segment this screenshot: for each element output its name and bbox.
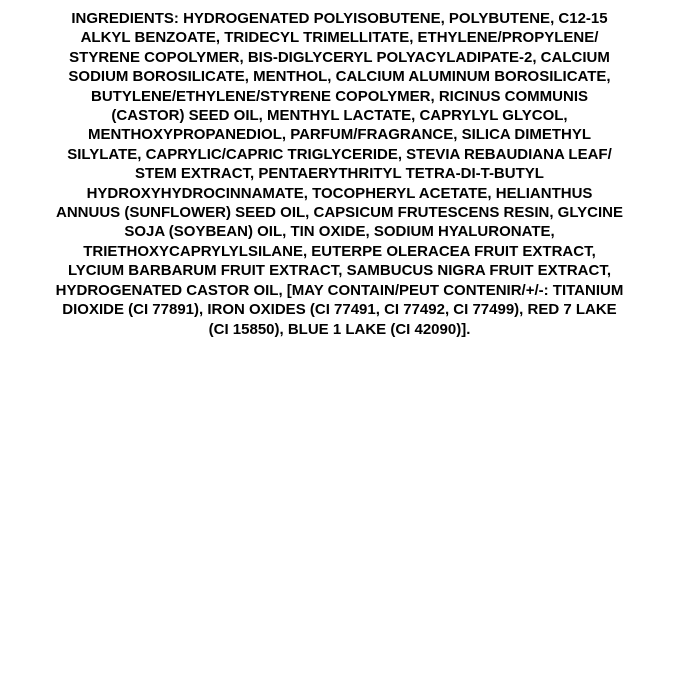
ingredients-line: LYCIUM BARBARUM FRUIT EXTRACT, SAMBUCUS NIGRA FRUIT EXTRACT, [67, 262, 612, 280]
ingredients-line: (CASTOR) SEED OIL, MENTHYL LACTATE, CAPRYLYL GLYCOL, [111, 107, 568, 125]
ingredients-line: TRIETHOXYCAPRYLYLSILANE, EUTERPE OLERACEA FRUIT EXTRACT, [83, 242, 596, 260]
ingredients-line: HYDROGENATED CASTOR OIL, [MAY CONTAIN/PEUT CONTENIR/+/-: TITANIUM [55, 281, 624, 299]
ingredients-line: BUTYLENE/ETHYLENE/STYRENE COPOLYMER, RICINUS COMMUNIS [91, 87, 588, 105]
ingredients-line: (CI 15850), BLUE 1 LAKE (CI 42090)]. [208, 320, 471, 338]
ingredients-line: DIOXIDE (CI 77891), IRON OXIDES (CI 77491, CI 77492, CI 77499), RED 7 LAKE [62, 301, 617, 319]
ingredients-line: HYDROXYHYDROCINNAMATE, TOCOPHERYL ACETATE, HELIANTHUS [86, 184, 593, 202]
ingredients-line: INGREDIENTS: HYDROGENATED POLYISOBUTENE, POLYBUTENE, C12-15 [71, 10, 608, 27]
ingredients-line: SODIUM BOROSILICATE, MENTHOL, CALCIUM ALUMINUM BOROSILICATE, [68, 68, 611, 86]
ingredients-line: SILYLATE, CAPRYLIC/CAPRIC TRIGLYCERIDE, STEVIA REBAUDIANA LEAF/ [67, 145, 612, 163]
ingredients-line: SOJA (SOYBEAN) OIL, TIN OXIDE, SODIUM HYALURONATE, [124, 223, 555, 241]
ingredients-line: ANNUUS (SUNFLOWER) SEED OIL, CAPSICUM FRUTESCENS RESIN, GLYCINE [56, 204, 623, 222]
ingredients-line: ALKYL BENZOATE, TRIDECYL TRIMELLITATE, ETHYLENE/PROPYLENE/ [80, 29, 599, 47]
ingredients-line: STYRENE COPOLYMER, BIS-DIGLYCERYL POLYACYLADIPATE-2, CALCIUM [69, 48, 610, 66]
ingredients-text-block [0, 0, 679, 339]
ingredients-line: STEM EXTRACT, PENTAERYTHRITYL TETRA-DI-T-BUTYL [135, 165, 544, 183]
ingredients-line: MENTHOXYPROPANEDIOL, PARFUM/FRAGRANCE, SILICA DIMETHYL [87, 126, 592, 144]
